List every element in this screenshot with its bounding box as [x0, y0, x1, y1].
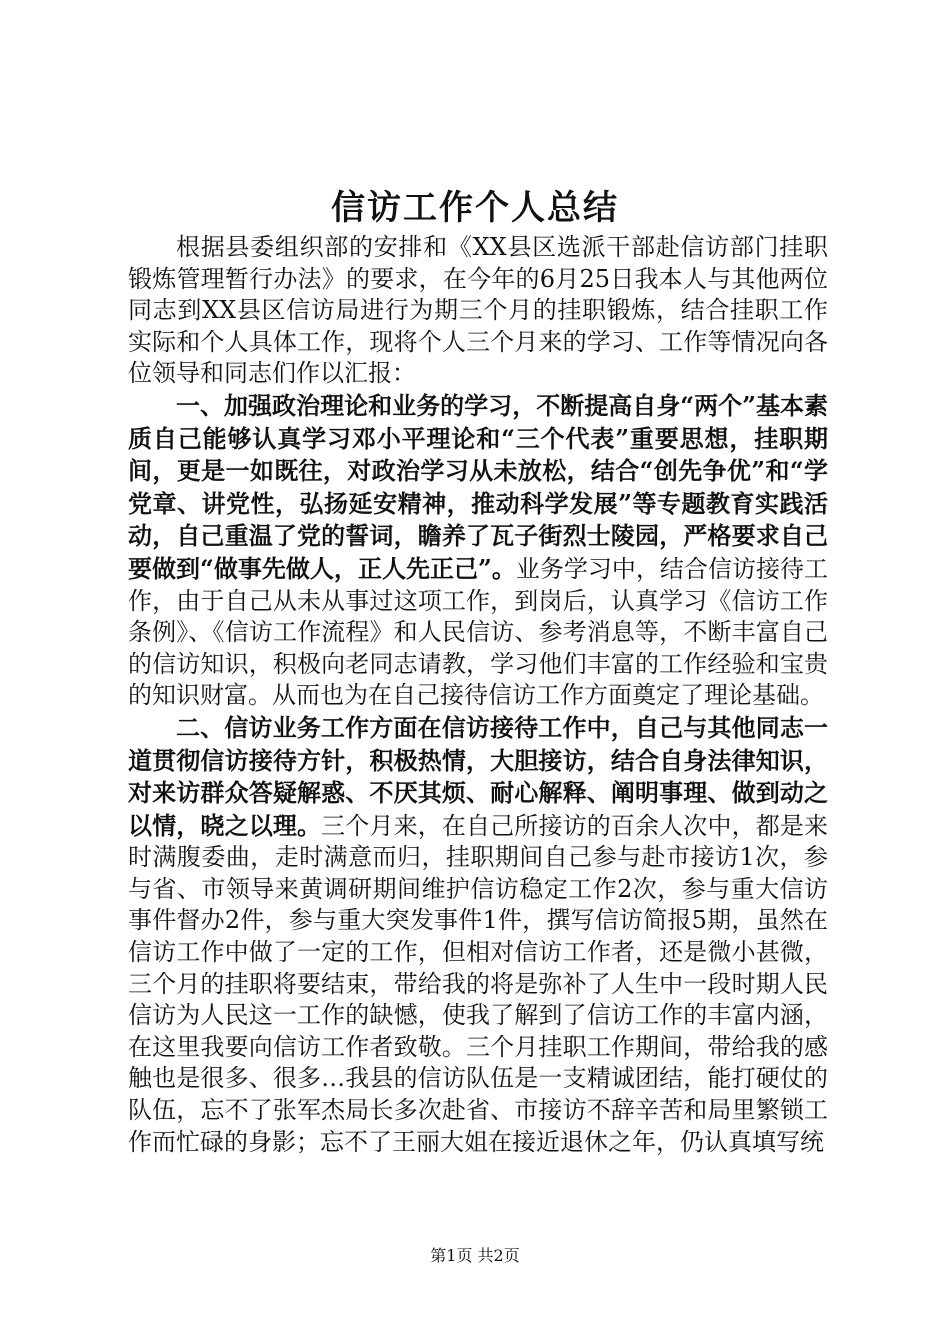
section-1-text: 业务学习中，结合信访接待工作，由于自己从未从事过这项工作，到岗后，认真学习《信访工作条例》、《信访工作流程》和人民信访、参考消息等，不断丰富自己的信访知识，积极向老同志请教，学习他们丰富的工作经验和宝贵的知识财富。从而也为在自己接待信访工作方面奠定了理论基础。: [128, 554, 829, 710]
paragraph-intro: [128, 232, 828, 390]
document-title: 信访工作个人总结: [331, 188, 619, 228]
section-2-text: 三个月来，在自己所接访的百余人次中，都是来时满腹委曲，走时满意而归，挂职期间自己参与赴市接访1次，参与省、市领导来黄调研期间维护信访稳定工作2次，参与重大信访事件督办2件，参与重大突发事件1件，撰写信访简报5期，虽然在信访工作中做了一定的工作，但相对信访工作者，还是微小甚微，三个月的挂职将要结束，带给我的将是弥补了人生中一段时期人民信访为人民这一工作的缺憾，使我了解到了信访工作的丰富内涵，在这里我要向信访工作者致敬。三个月挂职工作期间，带给我的感触也是很多、很多…我县的信访队伍是一支精诚团结，能打硬仗的队伍，忘不了张军杰局长多次赴省、市接访不辞辛苦和局里繁锁工作而忙碌的身影；忘不了王丽大姐在接近退休之年，仍认真填写统: [128, 811, 829, 1156]
paragraph-intro-text: 根据县委组织部的安排和《XX县区选派干部赴信访部门挂职锻炼管理暂行办法》的要求，在今年的6月25日我本人与其他两位同志到XX县区信访局进行为期三个月的挂职锻炼，结合挂职工作实际和个人具体工作，现将个人三个月来的学习、工作等情况向各位领导和同志们作以汇报：: [128, 233, 828, 388]
section-1-heading: 一、加强政治理论和业务的学习，不断提高自身“两个”基本素质自己能够认真学习邓小平理论和“三个代表”重要思想，挂职期间，更是一如既往，对政治学习从未放松，结合“创先争优”和“学党章、讲党性，弘扬延安精神，推动科学发展”等专题教育实践活动，自己重温了党的誓词，瞻养了瓦子街烈士陵园，严格要求自己要做到“做事先做人，正人先正己”。: [128, 390, 828, 583]
paragraph-section-1: [128, 390, 828, 712]
section-2-heading: 二、信访业务工作方面在信访接待工作中，自己与其他同志一道贯彻信访接待方针，积极热情，大胆接访，结合自身法律知识，对来访群众答疑解惑、不厌其烦、耐心解释、阐明事理、做到动之以情，晓之以理。: [128, 712, 828, 840]
paragraph-section-2: [128, 712, 828, 1158]
page-footer: 第1页 共2页: [430, 1246, 520, 1265]
document-body: [128, 232, 828, 1158]
